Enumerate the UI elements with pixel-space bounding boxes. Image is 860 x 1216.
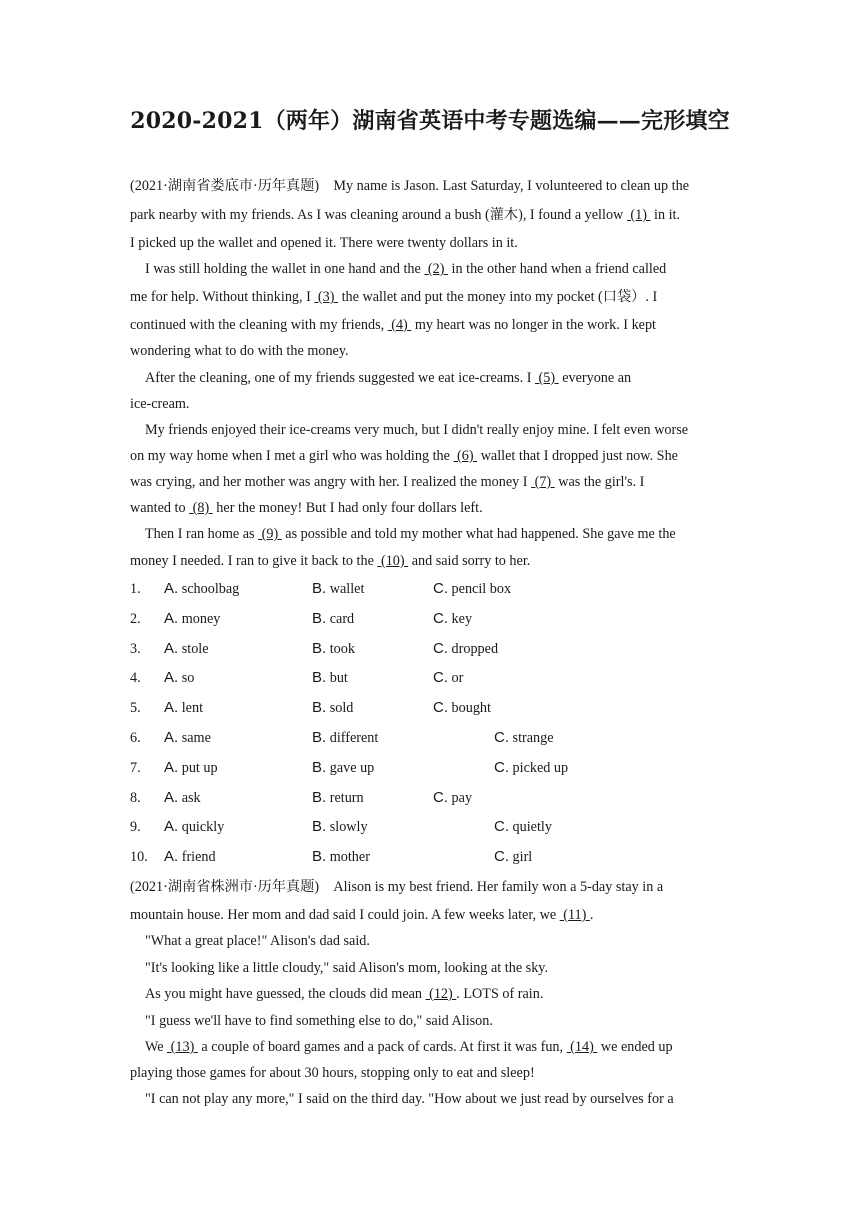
option-text: pencil box [451, 581, 512, 597]
option-letter: B. [312, 699, 327, 716]
option-text: same [181, 730, 211, 746]
option-letter: A. [164, 669, 179, 686]
option-text: dropped [451, 641, 499, 657]
option-b[interactable] [312, 847, 370, 867]
option-a[interactable] [164, 758, 218, 778]
passage-line: park nearby with my friends. As I was cleaning around a bush (灌木), I found a yellow (1) in it. [130, 207, 681, 223]
option-letter: C. [433, 669, 448, 686]
question-number-text: 8. [130, 790, 141, 806]
option-text: friend [181, 849, 216, 865]
passage-line: We (13) a couple of board games and a pack of cards. At first it was fun, (14) we ended up [145, 1039, 673, 1055]
blank-12[interactable]: (12) [425, 986, 457, 1002]
blank-3[interactable]: (3) [314, 289, 339, 305]
option-letter: C. [494, 729, 509, 746]
blank-8[interactable]: (8) [189, 500, 213, 516]
question-row [130, 668, 734, 688]
question-number [130, 758, 141, 778]
option-a[interactable] [164, 728, 211, 748]
option-letter: C. [494, 848, 509, 865]
option-letter: A. [164, 729, 179, 746]
option-letter: C. [494, 818, 509, 835]
passage-line: was crying, and her mother was angry with her. I realized the money I (7) was the girl's. I [130, 474, 645, 490]
passage-line: money I needed. I ran to give it back to the (10) and said sorry to her. [130, 553, 531, 569]
question-number [130, 847, 148, 867]
blank-4[interactable]: (4) [387, 317, 412, 333]
option-text: quickly [181, 819, 225, 835]
passage-line: I was still holding the wallet in one hand and the (2) in the other hand when a friend called [145, 261, 667, 277]
question-row [130, 609, 734, 629]
passage-line: "I can not play any more," I said on the third day. "How about we just read by ourselves for a [145, 1091, 674, 1107]
option-text: took [329, 641, 355, 657]
passage-line: "What a great place!" Alison's dad said. [145, 933, 370, 949]
option-a[interactable] [164, 639, 209, 659]
option-letter: C. [433, 580, 448, 597]
option-c[interactable] [433, 668, 463, 688]
blank-10[interactable]: (10) [377, 553, 409, 569]
option-c[interactable] [433, 609, 472, 629]
option-text: ask [181, 790, 201, 806]
question-row [130, 698, 734, 718]
source-label: (2021·湖南省株洲市·历年真题) [130, 879, 320, 895]
option-c[interactable] [494, 847, 532, 867]
option-letter: A. [164, 848, 179, 865]
question-number-text: 10. [130, 849, 148, 865]
option-letter: C. [433, 699, 448, 716]
question-row [130, 788, 734, 808]
option-text: sold [329, 700, 354, 716]
option-letter: B. [312, 640, 327, 657]
question-number [130, 609, 141, 629]
question-row [130, 728, 734, 748]
option-a[interactable] [164, 668, 194, 688]
option-a[interactable] [164, 609, 220, 629]
option-letter: A. [164, 759, 179, 776]
blank-5[interactable]: (5) [535, 370, 559, 386]
option-letter: B. [312, 729, 327, 746]
option-text: mother [329, 849, 370, 865]
question-number-text: 3. [130, 641, 141, 657]
blank-7[interactable]: (7) [531, 474, 555, 490]
option-b[interactable] [312, 698, 353, 718]
option-text: pay [451, 790, 473, 806]
passage-line: wondering what to do with the money. [130, 343, 349, 359]
question-number-text: 1. [130, 581, 141, 597]
option-c[interactable] [494, 728, 554, 748]
question-number-text: 6. [130, 730, 141, 746]
passage-line: mountain house. Her mom and dad said I could join. A few weeks later, we (11) . [130, 907, 594, 923]
option-a[interactable] [164, 788, 201, 808]
option-letter: C. [433, 789, 448, 806]
option-text: schoolbag [181, 581, 240, 597]
passage-line: continued with the cleaning with my friends, (4) my heart was no longer in the work. I kept [130, 317, 657, 333]
option-c[interactable] [494, 817, 552, 837]
option-letter: A. [164, 699, 179, 716]
option-letter: B. [312, 848, 327, 865]
option-letter: A. [164, 789, 179, 806]
option-text: lent [181, 700, 204, 716]
question-row [130, 758, 734, 778]
option-text: different [329, 730, 379, 746]
option-letter: B. [312, 580, 327, 597]
passage-line: Then I ran home as (9) as possible and told my mother what had happened. She gave me the [145, 526, 676, 542]
blank-9[interactable]: (9) [258, 526, 282, 542]
option-b[interactable] [312, 609, 354, 629]
passage-line: wanted to (8) her the money! But I had only four dollars left. [130, 500, 483, 516]
option-text: quietly [512, 819, 552, 835]
option-text: slowly [329, 819, 368, 835]
blank-14[interactable]: (14) [566, 1039, 598, 1055]
option-c[interactable] [433, 788, 472, 808]
passage-line: playing those games for about 30 hours, stopping only to eat and sleep! [130, 1065, 535, 1081]
question-number [130, 728, 141, 748]
option-text: bought [451, 700, 491, 716]
option-a[interactable] [164, 817, 224, 837]
source-label: (2021·湖南省娄底市·历年真题) [130, 178, 320, 194]
question-row [130, 847, 734, 867]
option-text: wallet [329, 581, 365, 597]
question-row [130, 817, 734, 837]
blank-13[interactable]: (13) [167, 1039, 198, 1055]
passage-line: My friends enjoyed their ice-creams very much, but I didn't really enjoy mine. I felt even worse [145, 422, 689, 438]
option-c[interactable] [433, 698, 491, 718]
option-c[interactable] [433, 579, 511, 599]
option-b[interactable] [312, 758, 374, 778]
option-letter: B. [312, 669, 327, 686]
option-c[interactable] [494, 758, 568, 778]
option-a[interactable] [164, 579, 239, 599]
question-number-text: 4. [130, 670, 141, 686]
option-text: put up [181, 760, 218, 776]
passage-line: "It's looking like a little cloudy," said Alison's mom, looking at the sky. [145, 960, 549, 976]
passage-line: After the cleaning, one of my friends suggested we eat ice-creams. I (5) everyone an [145, 370, 632, 386]
option-a[interactable] [164, 698, 203, 718]
option-c[interactable] [433, 639, 498, 659]
option-letter: B. [312, 759, 327, 776]
option-letter: A. [164, 640, 179, 657]
question-number-text: 7. [130, 760, 141, 776]
blank-6[interactable]: (6) [453, 448, 478, 464]
question-number-text: 9. [130, 819, 141, 835]
option-b[interactable] [312, 579, 364, 599]
question-number [130, 579, 141, 599]
option-b[interactable] [312, 728, 378, 748]
option-letter: C. [433, 610, 448, 627]
option-text: gave up [329, 760, 375, 776]
option-text: key [451, 611, 473, 627]
passage-line: on my way home when I met a girl who was holding the (6) wallet that I dropped just now. She [130, 448, 678, 464]
passage-line: ice-cream. [130, 396, 190, 412]
option-text: money [181, 611, 221, 627]
passage-line: (2021·湖南省娄底市·历年真题) My name is Jason. Last Saturday, I volunteered to clean up the [130, 178, 689, 194]
option-letter: B. [312, 610, 327, 627]
question-number [130, 788, 141, 808]
question-number [130, 668, 141, 688]
option-letter: C. [494, 759, 509, 776]
blank-2[interactable]: (2) [424, 261, 448, 277]
question-number-text: 5. [130, 700, 141, 716]
option-text: or [451, 670, 464, 686]
option-text: card [329, 611, 355, 627]
option-text: but [329, 670, 348, 686]
page-title: 2020-2021（两年）湖南省英语中考专题选编——完形填空 [130, 108, 730, 134]
option-b[interactable] [312, 668, 348, 688]
option-text: strange [512, 730, 554, 746]
option-letter: B. [312, 789, 327, 806]
question-number [130, 817, 141, 837]
passage-line: As you might have guessed, the clouds did mean (12) . LOTS of rain. [145, 986, 544, 1002]
option-letter: B. [312, 818, 327, 835]
blank-11[interactable]: (11) [559, 907, 590, 923]
question-row [130, 579, 734, 599]
question-number [130, 639, 141, 659]
option-text: girl [512, 849, 533, 865]
option-text: stole [181, 641, 209, 657]
option-text: picked up [512, 760, 569, 776]
blank-1[interactable]: (1) [626, 207, 651, 223]
passage-line: (2021·湖南省株洲市·历年真题) Alison is my best friend. Her family won a 5-day stay in a [130, 879, 664, 895]
passage-line: "I guess we'll have to find something else to do," said Alison. [145, 1013, 493, 1029]
option-text: so [181, 670, 195, 686]
question-number [130, 698, 141, 718]
option-b[interactable] [312, 788, 364, 808]
option-letter: A. [164, 818, 179, 835]
option-letter: A. [164, 580, 179, 597]
option-text: return [329, 790, 364, 806]
passage-line: me for help. Without thinking, I (3) the wallet and put the money into my pocket (口袋）. I [130, 289, 658, 305]
option-letter: A. [164, 610, 179, 627]
option-letter: C. [433, 640, 448, 657]
question-number-text: 2. [130, 611, 141, 627]
passage-line: I picked up the wallet and opened it. There were twenty dollars in it. [130, 235, 518, 251]
question-row [130, 639, 734, 659]
option-b[interactable] [312, 817, 368, 837]
option-b[interactable] [312, 639, 355, 659]
option-a[interactable] [164, 847, 216, 867]
